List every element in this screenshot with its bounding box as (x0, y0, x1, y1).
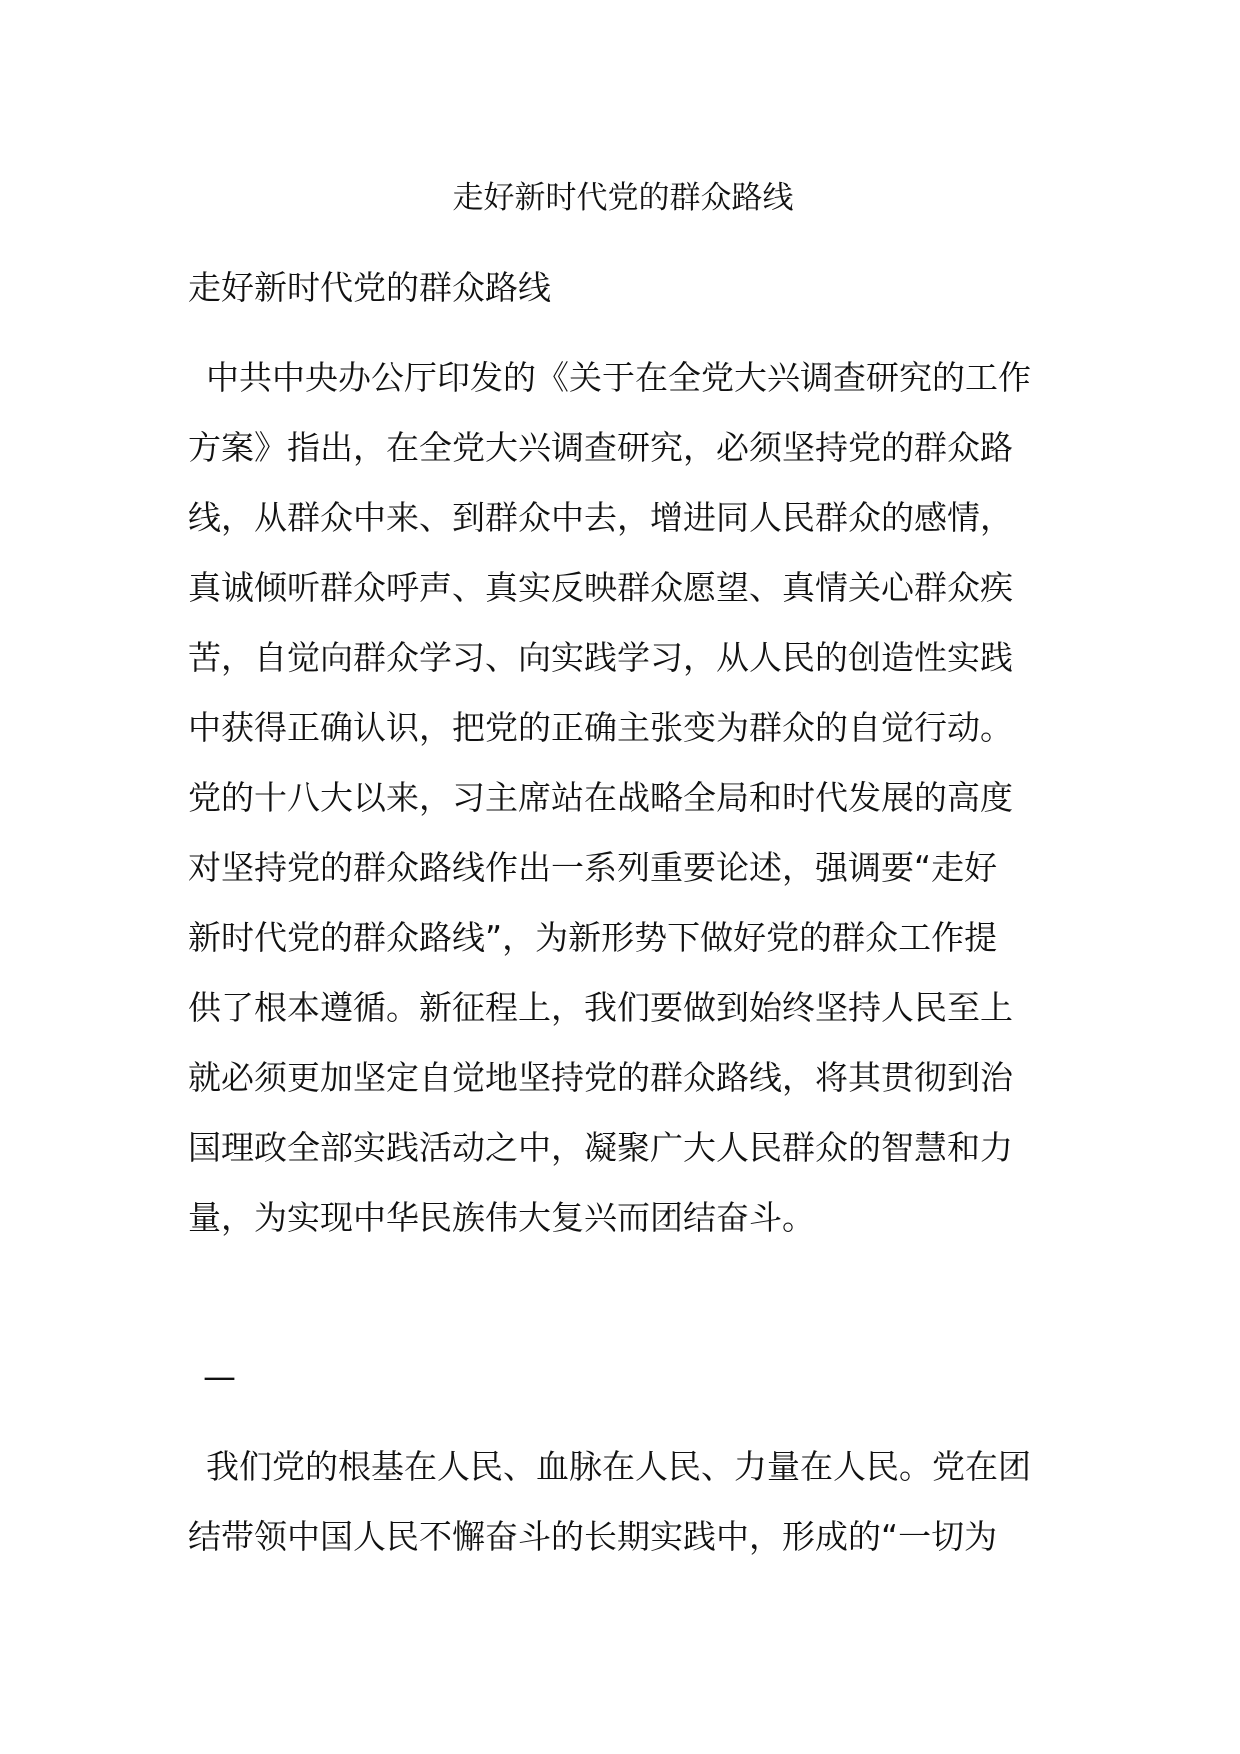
section-mark: — (203, 1357, 236, 1396)
paragraph-line: 国理政全部实践活动之中，凝聚广大人民群众的智慧和力 (188, 1128, 1013, 1167)
paragraph-line: 苦，自觉向群众学习、向实践学习，从人民的创造性实践 (188, 638, 1013, 677)
paragraph-line: 供了根本遵循。新征程上，我们要做到始终坚持人民至上 (188, 988, 1013, 1027)
paragraph-line: 方案》指出，在全党大兴调查研究，必须坚持党的群众路 (188, 428, 1013, 467)
paragraph-line: 我们党的根基在人民、血脉在人民、力量在人民。党在团 (206, 1447, 1031, 1486)
paragraph-line: 量，为实现中华民族伟大复兴而团结奋斗。 (188, 1198, 815, 1237)
paragraph-line: 新时代党的群众路线”，为新形势下做好党的群众工作提 (188, 918, 998, 957)
paragraph-line: 结带领中国人民不懈奋斗的长期实践中，形成的“一切为 (188, 1517, 998, 1556)
paragraph-line: 就必须更加坚定自觉地坚持党的群众路线，将其贯彻到治 (188, 1058, 1013, 1097)
paragraph-line: 中共中央办公厅印发的《关于在全党大兴调查研究的工作 (206, 358, 1031, 397)
paragraph-line: 线，从群众中来、到群众中去，增进同人民群众的感情， (188, 498, 1013, 537)
document-subtitle: 走好新时代党的群众路线 (188, 268, 551, 307)
paragraph-line: 党的十八大以来，习主席站在战略全局和时代发展的高度 (188, 778, 1013, 817)
paragraph-line: 中获得正确认识，把党的正确主张变为群众的自觉行动。 (188, 708, 1013, 747)
paragraph-line: 对坚持党的群众路线作出一系列重要论述，强调要“走好 (188, 848, 998, 887)
paragraph-line: 真诚倾听群众呼声、真实反映群众愿望、真情关心群众疾 (188, 568, 1013, 607)
document-title: 走好新时代党的群众路线 (452, 180, 794, 216)
